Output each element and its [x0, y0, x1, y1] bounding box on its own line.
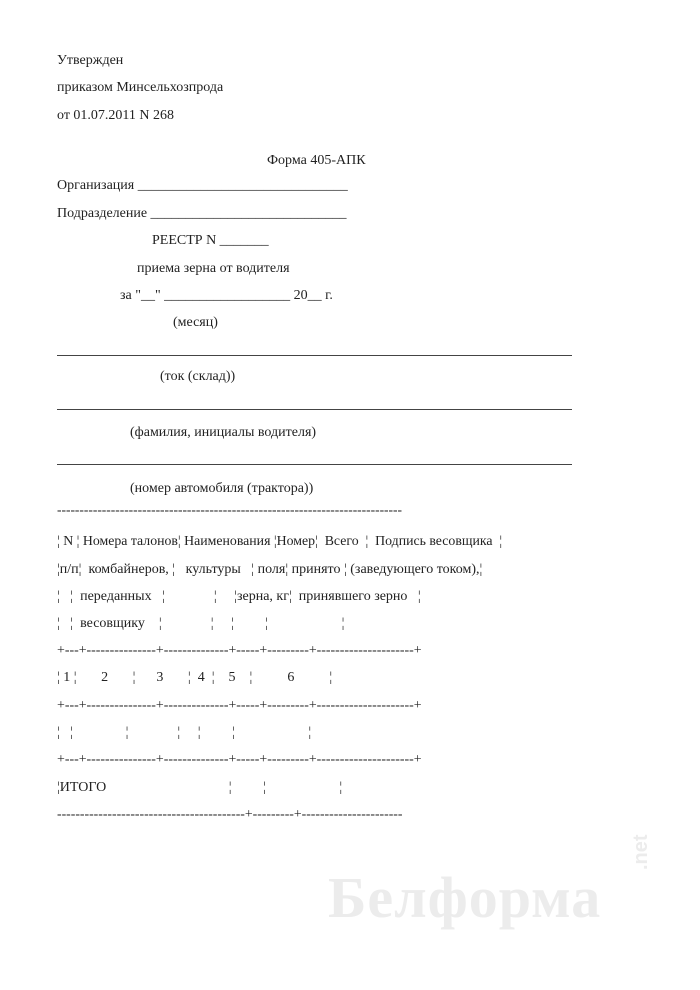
- watermark-suffix: .net: [630, 834, 652, 870]
- registry-subtitle: приема зерна от водителя: [137, 261, 290, 276]
- registry-title: РЕЕСТР N _______: [152, 233, 269, 248]
- table-separator: +---+---------------+--------------+-----+---------+---------------------+: [57, 752, 422, 767]
- watermark-logo: Белформа: [328, 865, 602, 930]
- division-field: Подразделение ____________________________: [57, 206, 347, 221]
- table-top-border: -----------------------------------------------------------------------------: [57, 503, 402, 518]
- table-total-row: ¦ИТОГО ¦ ¦ ¦: [57, 780, 343, 795]
- table-header-row: ¦ N ¦ Номера талонов¦ Наименования ¦Номер¦ Всего ¦ Подпись весовщика ¦: [57, 534, 503, 549]
- table-bottom-border: -----------------------------------------+---------+----------------------: [57, 807, 403, 822]
- approval-line-3: от 01.07.2011 N 268: [57, 108, 175, 123]
- organization-field: Организация ______________________________: [57, 178, 348, 193]
- storage-caption: (ток (склад)): [160, 369, 236, 384]
- storage-line: [57, 355, 572, 356]
- table-header-row: ¦ ¦ переданных ¦ ¦ ¦зерна, кг¦ принявшего зерно ¦: [57, 589, 421, 604]
- table-header-row: ¦п/п¦ комбайнеров, ¦ культуры ¦ поля¦ принято ¦ (заведующего током),¦: [57, 562, 483, 577]
- table-column-numbers: ¦ 1 ¦ 2 ¦ 3 ¦ 4 ¦ 5 ¦ 6 ¦: [57, 670, 333, 685]
- table-separator: +---+---------------+--------------+-----+---------+---------------------+: [57, 643, 422, 658]
- driver-caption: (фамилия, инициалы водителя): [130, 425, 317, 440]
- form-name: Форма 405-АПК: [267, 153, 366, 168]
- table-empty-row: ¦ ¦ ¦ ¦ ¦ ¦ ¦: [57, 725, 312, 740]
- table-separator: +---+---------------+--------------+-----+---------+---------------------+: [57, 698, 422, 713]
- period-caption: (месяц): [173, 315, 218, 330]
- approval-line-1: Утвержден: [57, 53, 124, 68]
- vehicle-line: [57, 464, 572, 465]
- driver-line: [57, 409, 572, 410]
- vehicle-caption: (номер автомобиля (трактора)): [130, 481, 314, 496]
- approval-line-2: приказом Минсельхозпрода: [57, 80, 224, 95]
- table-header-row: ¦ ¦ весовщику ¦ ¦ ¦ ¦ ¦: [57, 616, 345, 631]
- period-line: за "__" __________________ 20__ г.: [120, 288, 333, 303]
